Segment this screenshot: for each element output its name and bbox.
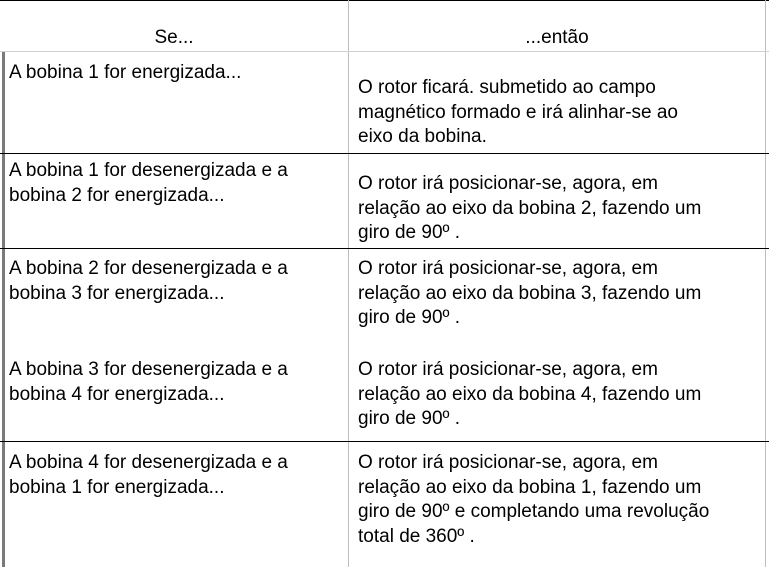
table-row-4-then <box>358 358 762 432</box>
cell-line: O rotor irá posicionar-se, agora, em <box>358 452 658 473</box>
cell-line: giro de 90º . <box>358 307 461 328</box>
cell-line: O rotor ficará. submetido ao campo <box>358 77 656 98</box>
table-right-border <box>765 0 766 567</box>
cell-line: relação ao eixo da bobina 2, fazendo um <box>358 197 702 219</box>
header-divider <box>0 51 769 52</box>
cell-line: O rotor irá posicionar-se, agora, em <box>358 258 658 279</box>
cell-line: O rotor irá posicionar-se, agora, em <box>358 359 658 380</box>
row-divider <box>0 153 769 154</box>
cell-line: bobina 3 for energizada... <box>9 282 225 304</box>
cell-line: A bobina 2 for desenergizada e a <box>9 258 288 279</box>
cell-line: bobina 2 for energizada... <box>9 184 225 206</box>
table-row-5-if <box>9 451 349 500</box>
cell-line: giro de 90º e completando uma revolução <box>358 501 710 522</box>
row-divider <box>0 441 769 442</box>
table-top-border <box>0 0 769 1</box>
table-row-4-if <box>9 358 349 407</box>
row-divider <box>0 248 769 249</box>
table-row-5-then <box>358 451 762 549</box>
cell-line: A bobina 3 for desenergizada e a <box>9 359 288 380</box>
cell-line: giro de 90º . <box>358 222 461 243</box>
cell-line: relação ao eixo da bobina 1, fazendo um <box>358 476 702 498</box>
table-row-2-then <box>358 172 762 246</box>
table-row-2-if <box>9 159 349 208</box>
table-row-1-then <box>358 76 762 150</box>
cell-line: eixo da bobina. <box>358 126 487 147</box>
cell-line: bobina 4 for energizada... <box>9 383 225 405</box>
cell-line: bobina 1 for energizada... <box>9 476 225 498</box>
cell-line: A bobina 1 for desenergizada e a <box>9 160 288 181</box>
table-row-3-if <box>9 257 349 306</box>
cell-line: O rotor irá posicionar-se, agora, em <box>358 173 658 194</box>
table-row-3-then <box>358 257 762 331</box>
cell-line: A bobina 4 for desenergizada e a <box>9 452 288 473</box>
cell-line: giro de 90º . <box>358 408 461 429</box>
cell-line: magnético formado e irá alinhar-se ao <box>358 101 679 123</box>
header-then: ...então <box>525 27 589 48</box>
table-left-border <box>2 51 5 567</box>
cell-line: relação ao eixo da bobina 3, fazendo um <box>358 282 702 304</box>
cell-line: A bobina 1 for energizada... <box>9 62 242 83</box>
cell-line: relação ao eixo da bobina 4, fazendo um <box>358 383 702 405</box>
cell-line: total de 360º . <box>358 525 475 547</box>
header-if: Se... <box>154 27 194 48</box>
table-row-1-if <box>9 61 349 86</box>
